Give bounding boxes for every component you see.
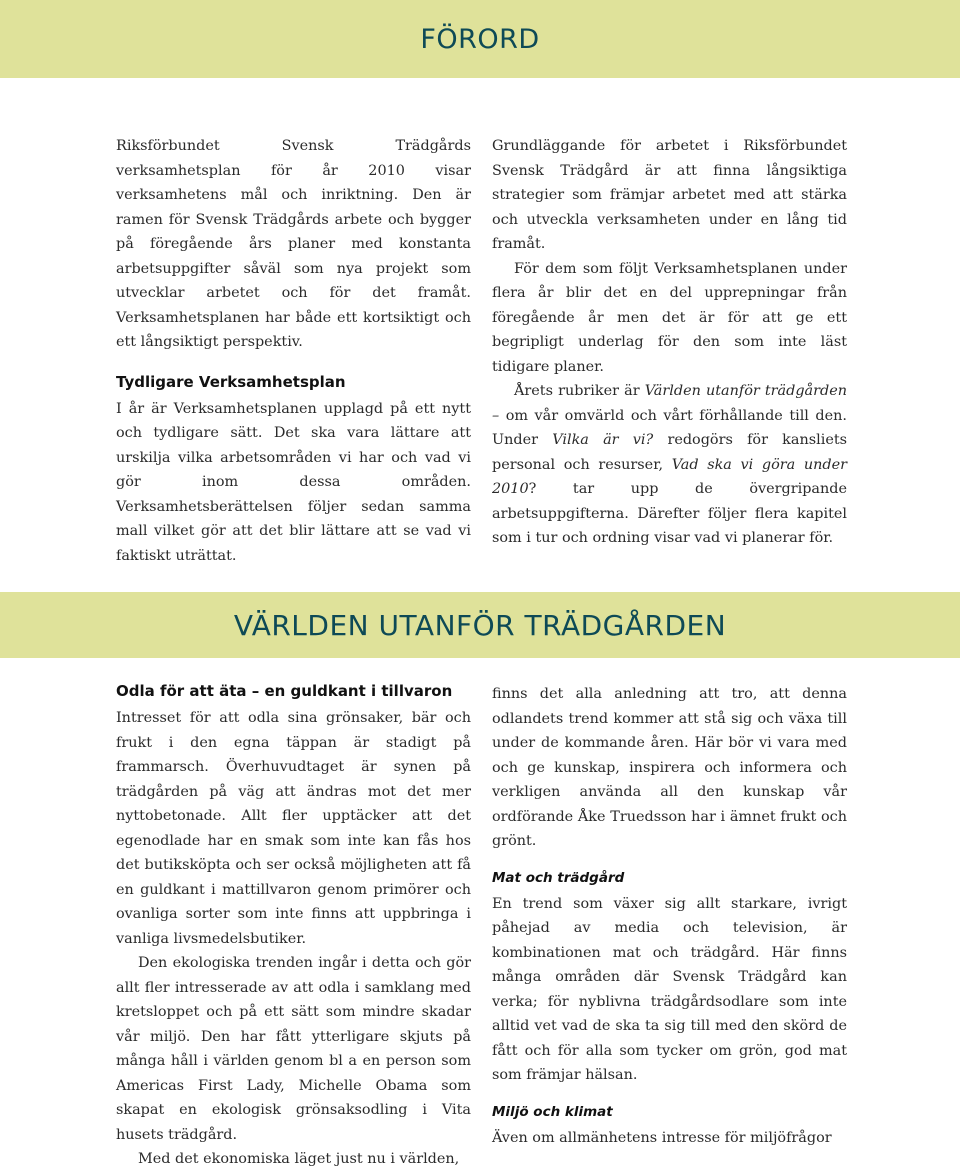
section-paragraph-3: Med det ekonomiska läget just nu i världen,	[138, 1151, 460, 1167]
italic-title: Världen utanför trädgården –	[492, 383, 847, 424]
intro-paragraph-5	[492, 379, 847, 551]
section-banner	[0, 592, 960, 658]
section-paragraph-2: Den ekologiska trenden ingår i detta och gör allt fler intresserade av att odla i samklang med kretsloppet och på ett sätt som mindre skadar vår miljö. Den har fått ytterligare skjuts på många håll i världen genom bl a en person som Americas First Lady, Michelle Obama som skapat en ekologisk grönsaksodling i Vita husets trädgård.	[116, 955, 471, 1143]
text-run: ? tar upp de övergripande arbetsuppgifterna. Därefter följer flera kapitel som i tur och ordning visar vad vi planerar för.	[492, 481, 847, 546]
intro-column-left	[116, 134, 471, 568]
subheading-mat-och-tradgard: Mat och trädgård	[492, 869, 625, 886]
italic-title: Vad ska vi göra under 2010	[492, 456, 847, 497]
intro-paragraph-1: Riksförbundet Svensk Trädgårds verksamhetsplan för år 2010 visar verksamhetens mål och inriktning. Den är ramen för Svensk Trädgårds arbete och bygger på föregående års planer med konstanta arbetsuppgifter såväl som nya projekt som utvecklar arbetet och för det framåt. Verksamhetsplanen har både ett kortsiktigt och ett långsiktigt perspektiv.	[116, 138, 471, 350]
section-paragraph-1: Intresset för att odla sina grönsaker, bär och frukt i den egna täppan är stadigt på frammarsch. Överhuvudtaget är synen på trädgården på väg att ändras mot det mer nyttobetonade. Allt fler upptäcker att det egenodlade har en smak som inte kan fås hos det butiksköpta och ser också möjligheten att få en guldkant i mattillvaron genom primörer och ovanliga sorter som inte finns att uppbringa i vanliga livsmedelsbutiker.	[116, 710, 471, 947]
section-column-right	[492, 682, 847, 1150]
section-column-left	[116, 682, 471, 1172]
intro-paragraph-3: Grundläggande för arbetet i Riksförbundet Svensk Trädgård är att finna långsiktiga strategier som främjar arbetet med att stärka och utveckla verksamheten under en lång tid framåt.	[492, 138, 847, 252]
header-banner	[0, 0, 960, 78]
section-paragraph-6: Även om allmänhetens intresse för miljöfrågor	[492, 1129, 832, 1146]
italic-title: Vilka är vi?	[552, 432, 654, 448]
subheading-miljo-och-klimat: Miljö och klimat	[492, 1103, 613, 1120]
text-run: om vår omvärld och vårt förhållande till den. Under	[492, 407, 847, 448]
section-paragraph-4: finns det alla anledning att tro, att denna odlandets trend kommer att stå sig och växa till under de kommande åren. Här bör vi vara med och ge kunskap, inspirera och informera och verkligen använda all den kunskap vår ordförande Åke Truedsson har i ämnet frukt och grönt.	[492, 686, 847, 849]
section-subheading: Odla för att äta – en guldkant i tillvaron	[116, 682, 453, 700]
intro-subheading: Tydligare Verksamhetsplan	[116, 372, 346, 391]
intro-paragraph-4: För dem som följt Verksamhetsplanen under flera år blir det en del upprepningar från föregående år men det är för att ge ett begripligt underlag för den som inte läst tidigare planer.	[492, 260, 847, 375]
section-paragraph-5: En trend som växer sig allt starkare, ivrigt påhejad av media och television, är kombinationen mat och trädgård. Här finns många områden där Svensk Trädgård kan verka; för nyblivna trädgårdsodlare som inte alltid vet vad de ska ta sig till med den skörd de fått och för alla som tycker om grön, god mat som främjar hälsan.	[492, 895, 847, 1083]
text-run: redogörs för kansliets personal och resurser,	[492, 432, 848, 473]
intro-paragraph-2: I år är Verksamhetsplanen upplagd på ett nytt och tydligare sätt. Det ska vara lättare att urskilja vilka arbetsområden vi har och vad vi gör inom dessa områden. Verksamhetsberättelsen följer sedan samma mall vilket gör att det blir lättare att se vad vi faktiskt uträttat.	[116, 400, 471, 564]
page-title: FÖRORD	[420, 23, 540, 55]
section-title: VÄRLDEN UTANFÖR TRÄDGÅRDEN	[233, 608, 727, 642]
intro-column-right	[492, 134, 847, 551]
text-run: Årets rubriker är	[514, 383, 645, 399]
